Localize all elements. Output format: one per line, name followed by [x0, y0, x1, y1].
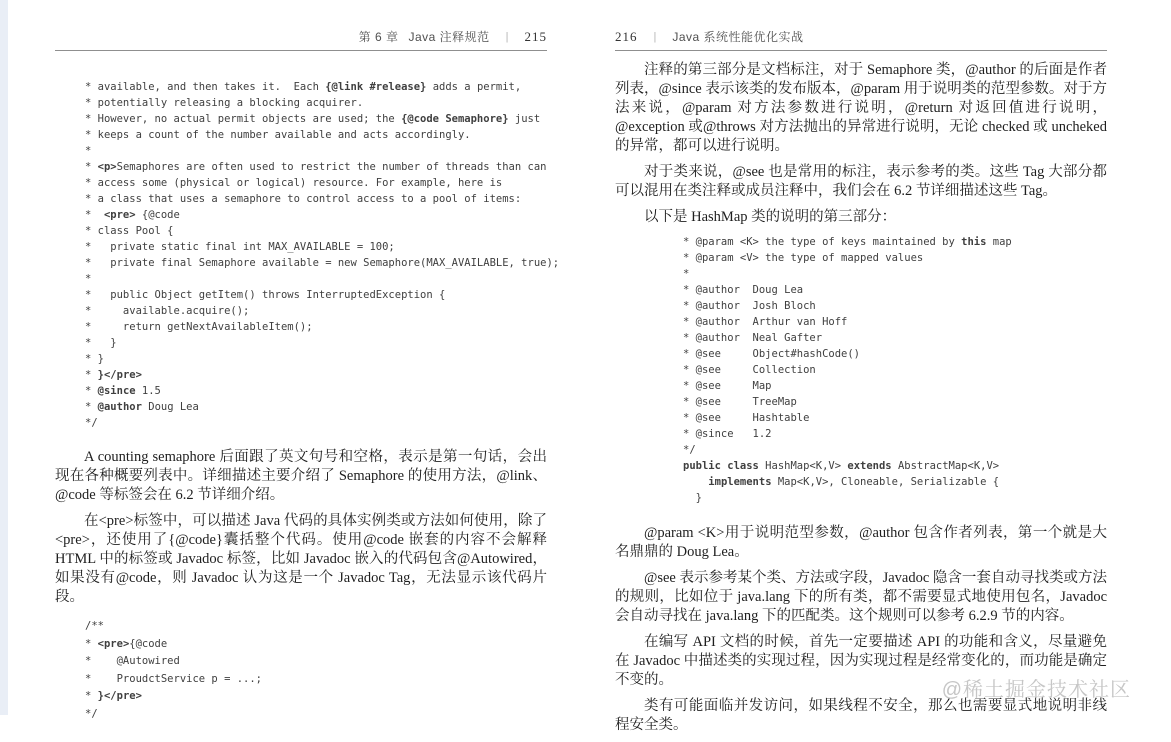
code-line: * [85, 273, 92, 285]
code-line: implements Map<K,V>, Cloneable, Serializable { [708, 476, 1000, 488]
code-line: */ [85, 707, 98, 720]
code-line: * }</pre> [85, 690, 142, 702]
code-line: * a class that uses a semaphore to control access to a pool of items: [85, 193, 522, 205]
code-line: * return getNextAvailableItem(); [85, 321, 313, 333]
code-line: * @author Doug Lea [683, 284, 804, 296]
code-line: * private static final int MAX_AVAILABLE = 100; [85, 241, 395, 253]
javadoc-semaphore-code-block [85, 79, 560, 431]
code-line: * @param <V> the type of mapped values [683, 252, 924, 264]
code-line: * <pre>{@code [85, 637, 168, 650]
code-line: * <p>Semaphores are often used to restrict the number of threads than can [85, 161, 547, 173]
code-line: } [683, 492, 702, 504]
code-line: * } [85, 337, 117, 349]
code-line: * class Pool { [85, 225, 174, 237]
code-line: */ [683, 444, 696, 456]
code-line: * However, no actual permit objects are used; the {@code Semaphore} just [85, 113, 541, 125]
code-line: * @author Doug Lea [85, 401, 199, 413]
code-line: * keeps a count of the number available and acts accordingly. [85, 129, 471, 141]
code-line: * [85, 145, 92, 157]
code-line: * available.acquire(); [85, 305, 250, 317]
code-line: * @author Josh Bloch [683, 300, 816, 312]
header-separator: | [653, 31, 657, 43]
code-line: * } [85, 353, 104, 365]
code-line: * access some (physical or logical) resource. For example, here is [85, 177, 503, 189]
right-page-paragraphs-bottom [615, 524, 1107, 735]
code-line: * ProudctService p = ...; [85, 672, 263, 685]
right-page-header [615, 28, 1107, 51]
code-line: * @param <K> the type of keys maintained by this map [683, 236, 1012, 248]
code-line: * <pre> {@code [85, 209, 180, 221]
code-line: * @author Arthur van Hoff [683, 316, 848, 328]
paragraph: 以下是 HashMap 类的说明的第三部分： [644, 209, 897, 225]
left-page-header [55, 28, 547, 51]
paragraph: 注释的第三部分是文档标注，对于 Semaphore 类，@author 的后面是作者列表，@since 表示该类的发布版本，@param 用于说明类的范型参数。对于方法来说，@param 对方法参数进行说明，@return 对返回值进行说明，@exception 或@throws 对方法抛出的异常进行说明，无论 checked 或 uncheked 的异常，都可以进行说明。 [615, 62, 1107, 154]
chapter-title: Java 注释规范 [408, 30, 490, 44]
code-line: * @since 1.5 [85, 385, 161, 397]
code-line: */ [85, 417, 98, 429]
page-number: 215 [524, 29, 547, 44]
javadoc-autowired-code-block [85, 618, 547, 723]
paragraph: A counting semaphore 后面跟了英文句号和空格，表示是第一句话，会出现在各种概要列表中。详细描述主要介绍了 Semaphore 的使用方法，@link、@code 等标签会在 6.2 节详细介绍。 [55, 449, 547, 503]
right-page-paragraphs-top [615, 61, 1107, 227]
code-line: * [683, 268, 690, 280]
paragraph: @see 表示参考某个类、方法或字段，Javadoc 隐含一套自动寻找类或方法的规则，比如位于 java.lang 下的所有类，都不需要显式地使用包名，Javadoc 会自动寻找在 java.lang 下的匹配类。这个规则可以参考 6.2.9 节的内容。 [615, 570, 1107, 624]
code-line: * @see TreeMap [683, 396, 797, 408]
left-page [55, 28, 560, 723]
paragraph: 在<pre>标签中，可以描述 Java 代码的具体实例类或方法如何使用，除了<pre>，还使用了{@code}囊括整个代码。使用@code 嵌套的内容不会解释 HTML 中的标签或 Javadoc 标签，比如 Javadoc 嵌入的代码包含@Autowired，如果没有@code，则 Javadoc 认为这是一个 Javadoc Tag，无法显示该代码片段。 [55, 513, 547, 605]
code-line: * @see Hashtable [683, 412, 810, 424]
watermark: @稀土掘金技术社区 [941, 679, 1131, 701]
code-line: * potentially releasing a blocking acquirer. [85, 97, 364, 109]
page-edge-strip [0, 0, 8, 715]
header-separator: | [505, 31, 509, 43]
javadoc-hashmap-code-block [683, 234, 1107, 506]
code-line: * private final Semaphore available = new Semaphore(MAX_AVAILABLE, true); [85, 257, 560, 269]
code-line: * public Object getItem() throws InterruptedException { [85, 289, 446, 301]
paragraph: 对于类来说，@see 也是常用的标注，表示参考的类。这些 Tag 大部分都可以混用在类注释或成员注释中，我们会在 6.2 节详细描述这些 Tag。 [615, 164, 1107, 199]
code-line: * @see Object#hashCode() [683, 348, 861, 360]
paragraph: 类有可能面临并发访问，如果线程不安全，那么也需要显式地说明非线程安全类。 [615, 698, 1107, 733]
code-line: public class HashMap<K,V> extends AbstractMap<K,V> [683, 460, 1000, 472]
left-page-paragraphs [55, 448, 547, 607]
code-line: /** [85, 620, 104, 632]
code-line: * @since 1.2 [683, 428, 772, 440]
right-page [615, 28, 1107, 742]
code-line: * }</pre> [85, 369, 142, 381]
code-line: * available, and then takes it. Each {@link #release} adds a permit, [85, 81, 522, 93]
paragraph: 在编写 API 文档的时候，首先一定要描述 API 的功能和含义，尽量避免在 Javadoc 中描述类的实现过程，因为实现过程是经常变化的，而功能是确定不变的。 [615, 634, 1107, 688]
code-line: * @see Map [683, 380, 772, 392]
chapter-label: 第 6 章 [358, 30, 399, 44]
book-title: Java 系统性能优化实战 [672, 30, 804, 44]
code-line: * @see Collection [683, 364, 816, 376]
paragraph: @param <K>用于说明范型参数，@author 包含作者列表，第一个就是大名鼎鼎的 Doug Lea。 [615, 525, 1107, 560]
code-line: * @author Neal Gafter [683, 332, 823, 344]
code-line: * @Autowired [85, 655, 180, 667]
page-number: 216 [615, 29, 638, 44]
